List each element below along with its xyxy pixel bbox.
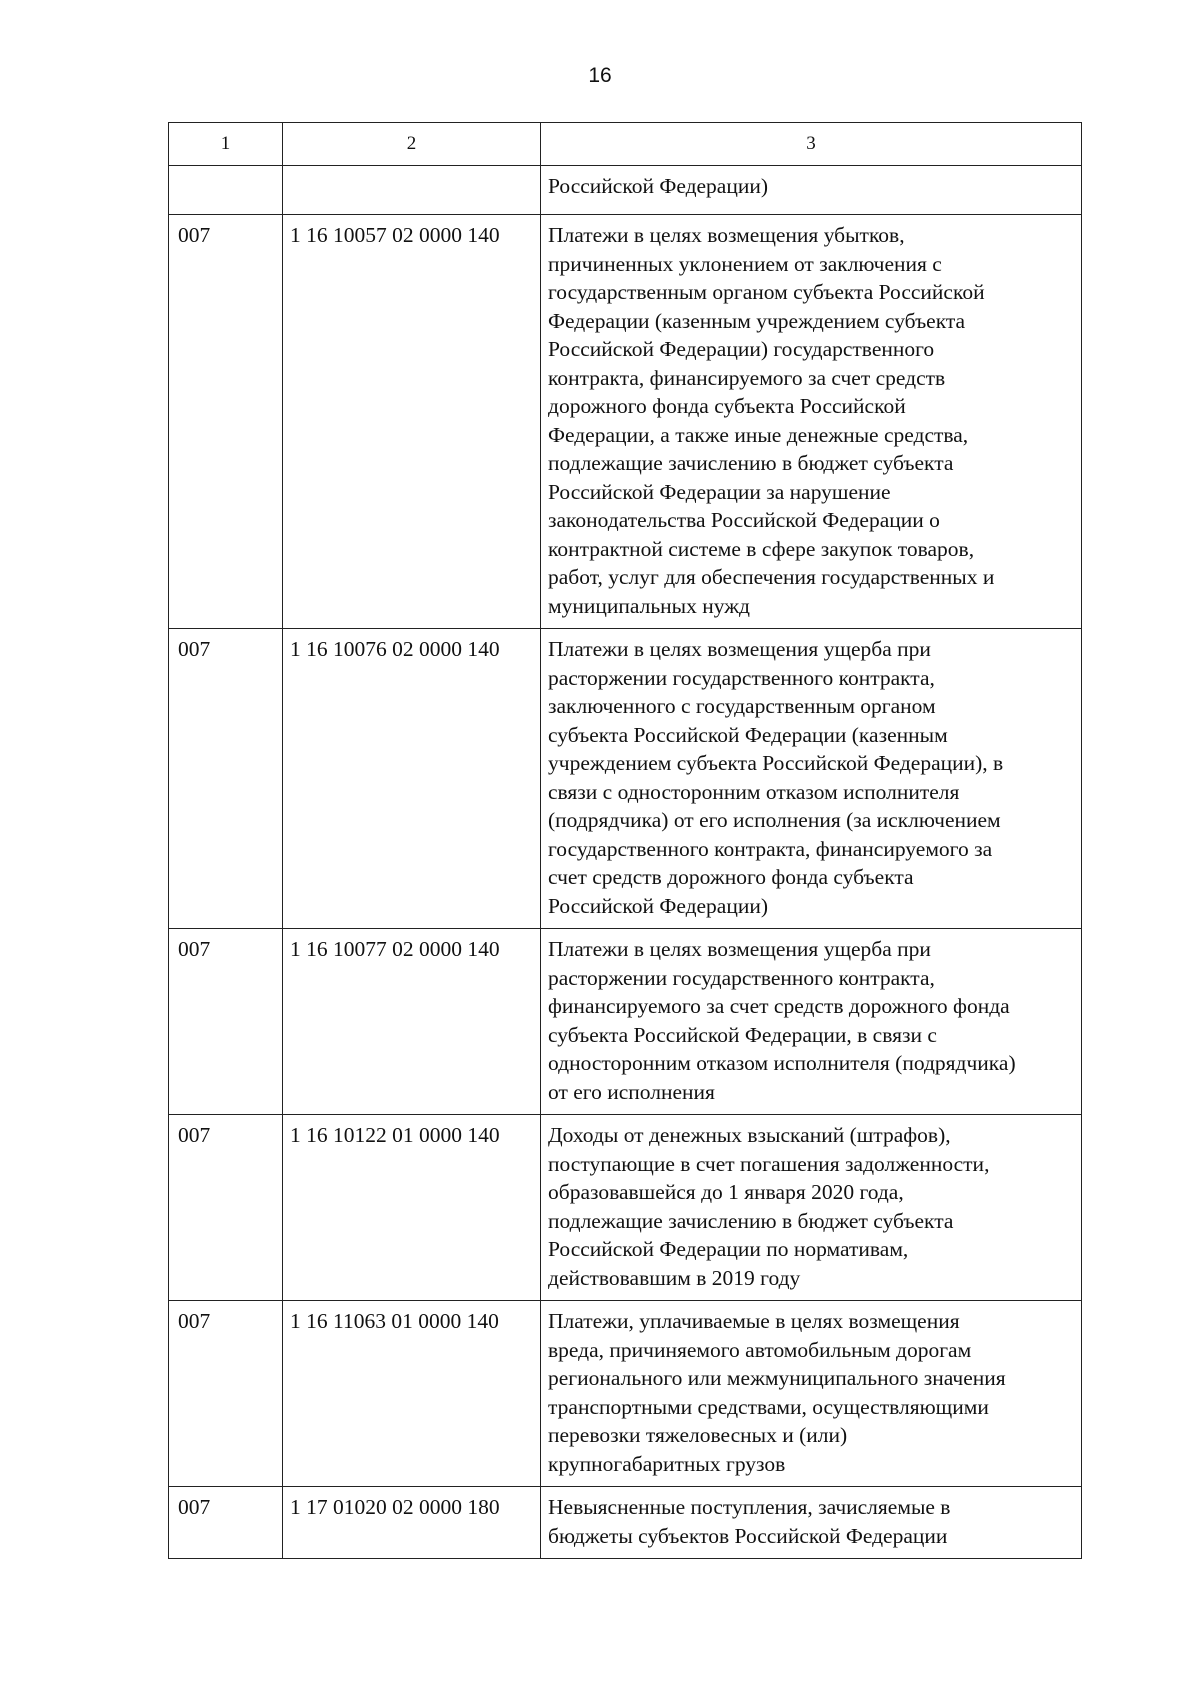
description-line: заключенного с государственным органом [548, 694, 936, 718]
description-line: подлежащие зачислению в бюджет субъекта [548, 1208, 954, 1233]
description-line: Российской Федерации) [548, 893, 769, 918]
description-line: образовавшейся до 1 января 2020 года, [548, 1180, 904, 1204]
admin-code-cell: 007 [169, 1301, 283, 1487]
description-line: связи с односторонним отказом исполнителя [548, 779, 960, 804]
description-line: муниципальных нужд [548, 593, 750, 618]
description-line: дорожного фонда субъекта Российской [548, 394, 906, 418]
admin-code-cell: 007 [169, 215, 283, 629]
description-line: действовавшим в 2019 году [548, 1265, 801, 1290]
description-line: подлежащие зачислению в бюджет субъекта [548, 451, 954, 475]
description-line: регионального или межмуниципального значения [548, 1366, 1006, 1390]
description-line: финансируемого за счет средств дорожного фонда [548, 994, 1010, 1018]
description-line: Доходы от денежных взысканий (штрафов), [548, 1123, 951, 1147]
description-line: счет средств дорожного фонда субъекта [548, 865, 914, 889]
table-row [169, 929, 1082, 1115]
revenue-codes-table [168, 122, 1082, 1559]
description-line: поступающие в счет погашения задолженности, [548, 1151, 990, 1176]
description-line: вреда, причиняемого автомобильным дорогам [548, 1337, 972, 1362]
description-line: контракта, финансируемого за счет средств [548, 365, 946, 390]
description-cell [541, 215, 1082, 629]
description-cell [541, 1487, 1082, 1559]
description-line: крупногабаритных грузов [548, 1451, 786, 1476]
continuation-code-cell [283, 166, 541, 215]
continuation-row [169, 166, 1082, 215]
admin-code-cell: 007 [169, 929, 283, 1115]
description-cell [541, 629, 1082, 929]
table-row [169, 1487, 1082, 1559]
description-line: государственного контракта, финансируемого за [548, 836, 993, 861]
description-line: учреждением субъекта Российской Федерации), в [548, 751, 1004, 775]
continuation-description-cell: Российской Федерации) [541, 166, 1082, 215]
description-line: контрактной системе в сфере закупок товаров, [548, 536, 975, 561]
description-line: перевозки тяжеловесных и (или) [548, 1423, 848, 1447]
column-header-2: 2 [283, 123, 541, 166]
description-line: Российской Федерации за нарушение [548, 479, 891, 504]
budget-code-cell: 1 16 11063 01 0000 140 [283, 1301, 541, 1487]
description-line: субъекта Российской Федерации, в связи с [548, 1022, 937, 1047]
description-line: Невыясненные поступления, зачисляемые в [548, 1495, 951, 1519]
admin-code-cell: 007 [169, 629, 283, 929]
description-line: расторжении государственного контракта, [548, 665, 935, 690]
page-number: 16 [588, 64, 612, 87]
table-row [169, 1115, 1082, 1301]
description-line: причиненных уклонением от заключения с [548, 251, 942, 276]
admin-code-cell: 007 [169, 1115, 283, 1301]
continuation-admin-cell [169, 166, 283, 215]
budget-code-cell: 1 17 01020 02 0000 180 [283, 1487, 541, 1559]
budget-code-cell: 1 16 10057 02 0000 140 [283, 215, 541, 629]
description-cell [541, 1115, 1082, 1301]
admin-code-cell: 007 [169, 1487, 283, 1559]
description-line: Платежи в целях возмещения убытков, [548, 223, 905, 247]
table-row [169, 215, 1082, 629]
description-line: расторжении государственного контракта, [548, 965, 935, 990]
description-line: Федерации, а также иные денежные средства, [548, 422, 969, 447]
table-header-row [169, 123, 1082, 166]
description-line: работ, услуг для обеспечения государственных и [548, 565, 995, 589]
description-line: от его исполнения [548, 1079, 715, 1104]
description-line: (подрядчика) от его исполнения (за исключением [548, 808, 1001, 832]
description-line: Российской Федерации по нормативам, [548, 1237, 909, 1261]
budget-code-cell: 1 16 10077 02 0000 140 [283, 929, 541, 1115]
table-row [169, 1301, 1082, 1487]
description-line: субъекта Российской Федерации (казенным [548, 722, 948, 747]
description-line: Российской Федерации) государственного [548, 337, 935, 361]
description-cell [541, 929, 1082, 1115]
budget-code-cell: 1 16 10122 01 0000 140 [283, 1115, 541, 1301]
description-line: Платежи, уплачиваемые в целях возмещения [548, 1309, 960, 1333]
description-line: государственным органом субъекта Российской [548, 280, 985, 304]
table-row [169, 629, 1082, 929]
description-line: транспортными средствами, осуществляющими [548, 1394, 989, 1419]
description-line: Платежи в целях возмещения ущерба при [548, 937, 931, 961]
column-header-1: 1 [169, 123, 283, 166]
description-cell [541, 1301, 1082, 1487]
description-line: бюджеты субъектов Российской Федерации [548, 1523, 948, 1548]
description-line: Федерации (казенным учреждением субъекта [548, 308, 966, 333]
description-line: односторонним отказом исполнителя (подрядчика) [548, 1051, 1016, 1075]
description-line: Платежи в целях возмещения ущерба при [548, 637, 931, 661]
column-header-3: 3 [541, 123, 1082, 166]
description-line: законодательства Российской Федерации о [548, 508, 940, 532]
budget-code-cell: 1 16 10076 02 0000 140 [283, 629, 541, 929]
